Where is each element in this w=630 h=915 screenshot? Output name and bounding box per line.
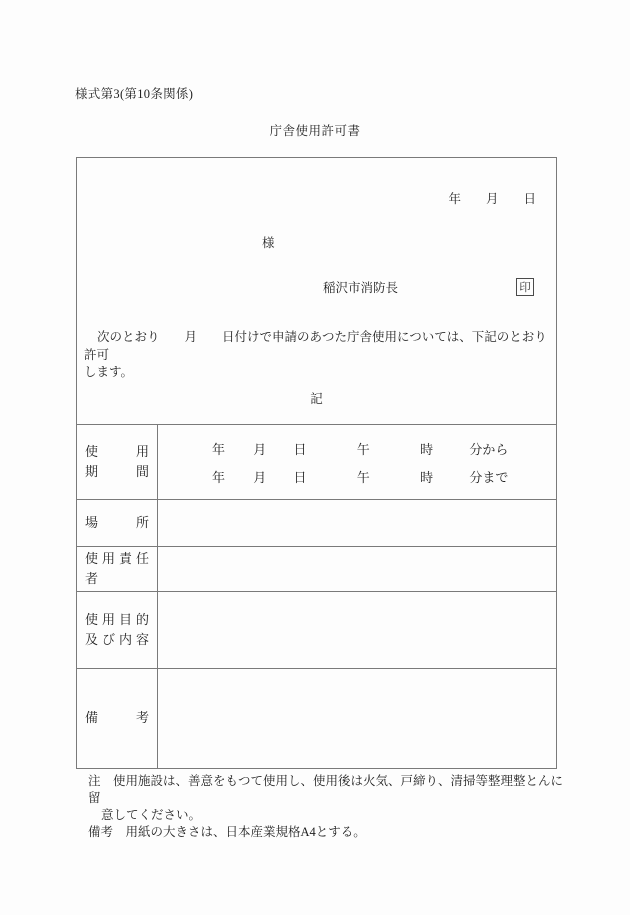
period-token: 年 <box>212 469 226 485</box>
row-label-line: 使用目的 <box>85 611 149 627</box>
issuer-row <box>323 277 534 297</box>
row-label-line: 期間 <box>85 464 149 479</box>
ki-heading: 記 <box>310 392 323 406</box>
row-label-line: 使用責任者 <box>85 550 149 586</box>
request-statement-line1: 次のとおり 月 日付けで申請のあつた庁舎使用については、下記のとおり許可 <box>84 330 547 362</box>
period-token: 午 <box>356 441 370 457</box>
issuer-name: 稲沢市消防長 <box>323 281 399 295</box>
period-token: 午 <box>356 469 370 485</box>
period-token: 時 <box>420 441 434 457</box>
footer-note-line: 意してください。 <box>101 808 202 822</box>
period-token: 分まで <box>469 469 509 485</box>
row-label-line: 使用 <box>85 443 149 459</box>
row-label-line: 場所 <box>85 514 149 530</box>
period-token: 日 <box>293 441 307 457</box>
period-token: 年 <box>212 441 226 457</box>
period-to-line <box>158 467 556 486</box>
period-token: 時 <box>420 469 434 485</box>
request-statement-line2: します。 <box>84 365 134 379</box>
period-token: 日 <box>293 469 307 485</box>
detail-table <box>77 424 556 768</box>
period-from-line <box>158 439 556 458</box>
request-statement <box>84 329 552 382</box>
table-row-remarks <box>77 669 556 768</box>
footer-note-line: 注 使用施設は、善意をもつて使用し、使用後は火気、戸締り、清掃等整理整とんに留 <box>88 774 564 805</box>
row-label-line: 備考 <box>85 710 149 726</box>
row-label-usage-period <box>77 425 158 499</box>
page-title: 庁舎使用許可書 <box>269 124 361 138</box>
table-row-purpose <box>77 592 556 669</box>
addressee-honorific: 様 <box>262 236 275 250</box>
row-label-line: 及び内容 <box>85 632 149 647</box>
row-label-remarks <box>77 669 158 768</box>
footer-note-line: 備考 用紙の大きさは、日本産業規格A4とする。 <box>88 825 366 839</box>
table-row-usage-period <box>77 425 556 500</box>
row-label-purpose <box>77 592 158 668</box>
seal-mark: 印 <box>516 278 534 296</box>
form-code: 様式第3(第10条関係) <box>75 87 194 101</box>
permit-form-box <box>76 157 557 769</box>
period-token: 月 <box>253 469 267 485</box>
issue-date-line: 年 月 日 <box>448 192 536 206</box>
responsible-person-value-cell <box>158 547 556 591</box>
table-row-responsible-person <box>77 547 556 592</box>
period-token: 分から <box>469 441 509 457</box>
row-label-place <box>77 500 158 546</box>
footer-notes <box>88 773 568 841</box>
place-value-cell <box>158 500 556 546</box>
usage-period-value-cell <box>158 425 556 499</box>
purpose-value-cell <box>158 592 556 668</box>
row-label-responsible-person <box>77 547 158 591</box>
period-token: 月 <box>253 441 267 457</box>
table-row-place <box>77 500 556 547</box>
remarks-value-cell <box>158 669 556 768</box>
